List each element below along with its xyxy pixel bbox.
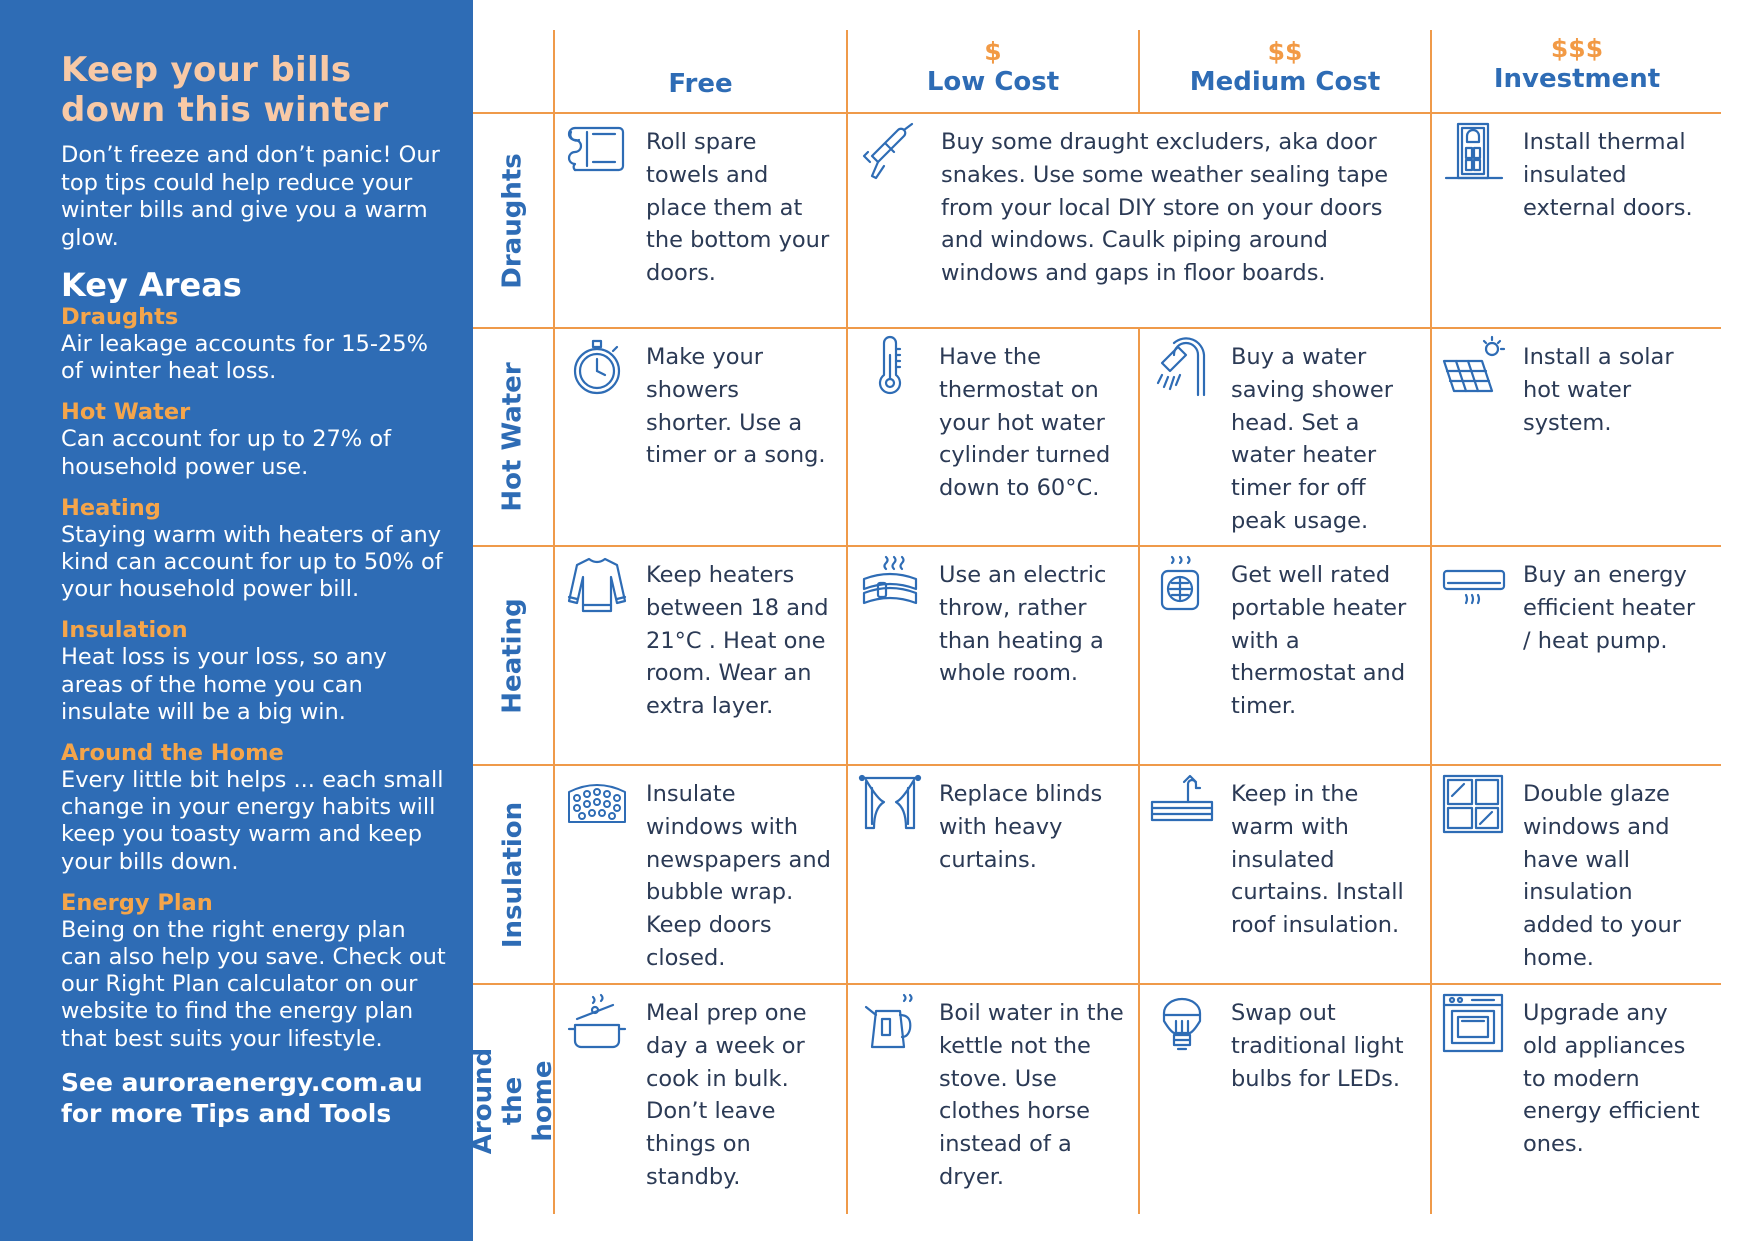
tip-cell xyxy=(555,766,846,983)
tip-cell xyxy=(1432,547,1722,764)
cost-indicator: $$ xyxy=(1267,37,1303,66)
key-area-draughts xyxy=(61,304,449,385)
row-label-draughts: Draughts xyxy=(498,152,529,289)
tip-text: Boil water in the kettle not the stove. Use clothes horse instead of a dryer. xyxy=(939,1000,1124,1190)
tip-cell xyxy=(1140,547,1430,764)
tip-text: Install thermal insulated external doors. xyxy=(1523,129,1693,221)
tips-grid xyxy=(468,0,1755,1241)
kettle-icon xyxy=(858,991,922,1055)
tip-text: Double glaze windows and have wall insulation added to your home. xyxy=(1523,781,1681,971)
cooking-pot-icon xyxy=(565,991,629,1055)
cost-indicator: $$$ xyxy=(1550,34,1604,63)
tip-text: Get well rated portable heater with a thermostat and timer. xyxy=(1231,562,1407,720)
tip-text: Swap out traditional light bulbs for LEDs. xyxy=(1231,1000,1404,1092)
key-area-insulation xyxy=(61,617,449,726)
tip-text: Replace blinds with heavy curtains. xyxy=(939,781,1103,873)
portable-heater-icon xyxy=(1150,553,1214,617)
solar-panel-icon xyxy=(1442,335,1506,399)
heat-pump-icon xyxy=(1442,553,1506,617)
tip-cell xyxy=(1432,114,1722,327)
column-header-investment xyxy=(1432,0,1722,112)
key-area-around-home xyxy=(61,740,449,876)
tip-text: Meal prep one day a week or cook in bulk. Don’t leave things on standby. xyxy=(646,1000,807,1190)
key-area-text: Being on the right energy plan can also help you save. Check out our Right Plan calculator on our website to find the energy plan that best suits your lifestyle. xyxy=(61,916,446,1052)
page-title: Keep your bills down this winter xyxy=(61,50,389,130)
key-area-text: Heat loss is your loss, so any areas of the home you can insulate will be a big win. xyxy=(61,644,387,725)
tip-text: Insulate windows with newspapers and bubble wrap. Keep doors closed. xyxy=(646,781,831,971)
key-area-title: Around the Home xyxy=(61,740,284,767)
sidebar xyxy=(0,0,473,1241)
tip-text: Roll spare towels and place them at the bottom your doors. xyxy=(646,129,830,287)
column-header-free xyxy=(555,0,846,112)
key-area-energy-plan xyxy=(61,890,449,1053)
key-area-text: Every little bit helps ... each small change in your energy habits will keep you toasty warm and keep your bills down. xyxy=(61,767,444,875)
tip-cell xyxy=(1432,985,1722,1217)
column-header-low-cost xyxy=(848,0,1138,112)
tip-cell xyxy=(555,329,846,545)
column-title: Low Cost xyxy=(926,67,1060,97)
key-area-text: Air leakage accounts for 15-25% of winter heat loss. xyxy=(61,331,428,385)
tip-text: Upgrade any old appliances to modern energy efficient ones. xyxy=(1523,1000,1700,1158)
cost-indicator xyxy=(555,32,846,68)
tip-cell xyxy=(555,985,846,1217)
column-header-medium-cost xyxy=(1140,0,1430,112)
tip-text: Install a solar hot water system. xyxy=(1523,344,1674,436)
key-area-hot-water xyxy=(61,399,449,480)
door-icon xyxy=(1442,120,1506,184)
tip-text: Keep in the warm with insulated curtains. Install roof insulation. xyxy=(1231,781,1404,939)
curtains-icon xyxy=(858,772,922,836)
tip-text: Buy a water saving shower head. Set a water heater timer for off peak usage. xyxy=(1231,344,1394,534)
key-area-text: Can account for up to 27% of household power use. xyxy=(61,426,392,480)
roof-insulation-icon xyxy=(1150,772,1214,836)
tip-cell xyxy=(1432,766,1722,983)
key-area-title: Heating xyxy=(61,494,161,521)
tip-cell xyxy=(1140,329,1430,545)
intro-text: Don’t freeze and don’t panic! Our top tips could help reduce your winter bills and give you a warm glow. xyxy=(61,142,440,251)
tip-cell xyxy=(1432,329,1722,545)
key-areas-heading: Key Areas xyxy=(61,266,242,304)
tip-cell xyxy=(555,547,846,764)
jumper-icon xyxy=(565,553,629,617)
row-label-hot-water: Hot Water xyxy=(498,362,529,512)
tip-cell xyxy=(1140,985,1430,1217)
key-area-title: Draughts xyxy=(61,304,179,330)
tip-text: Make your showers shorter. Use a timer or a song. xyxy=(646,344,826,469)
row-label-heating: Heating xyxy=(498,597,528,714)
key-area-title: Insulation xyxy=(61,617,188,644)
tip-text: Buy an energy efficient heater / heat pump. xyxy=(1523,562,1696,654)
stopwatch-icon xyxy=(565,335,629,399)
bubble-wrap-icon xyxy=(565,772,629,836)
key-area-heating xyxy=(61,495,449,604)
oven-icon xyxy=(1442,991,1506,1055)
tip-text: Use an electric throw, rather than heating a whole room. xyxy=(939,562,1107,687)
website-link[interactable]: See auroraenergy.com.au for more Tips and Tools xyxy=(61,1067,423,1128)
light-bulb-icon xyxy=(1150,991,1214,1055)
thermometer-icon xyxy=(858,335,922,399)
tip-cell xyxy=(848,329,1138,545)
tip-text: Keep heaters between 18 and 21°C . Heat one room. Wear an extra layer. xyxy=(646,562,829,720)
double-glazed-window-icon xyxy=(1442,772,1506,836)
key-area-text: Staying warm with heaters of any kind can account for up to 50% of your household power bill. xyxy=(61,521,443,603)
row-label-insulation: Insulation xyxy=(498,801,528,948)
cost-indicator: $ xyxy=(984,37,1002,66)
electric-throw-icon xyxy=(858,553,922,617)
tip-cell xyxy=(848,766,1138,983)
shower-head-icon xyxy=(1150,335,1214,399)
column-title: Medium Cost xyxy=(1189,67,1381,97)
tip-cell xyxy=(848,114,1430,327)
tip-cell xyxy=(555,114,846,327)
key-area-title: Hot Water xyxy=(61,399,191,426)
caulking-gun-icon xyxy=(858,120,922,184)
tip-text: Have the thermostat on your hot water cylinder turned down to 60°C. xyxy=(939,344,1111,502)
tip-cell xyxy=(1140,766,1430,983)
key-area-title: Energy Plan xyxy=(61,889,213,916)
rolled-towel-icon xyxy=(565,120,629,184)
column-title: Investment xyxy=(1493,64,1661,94)
tip-cell xyxy=(848,985,1138,1217)
column-title: Free xyxy=(668,69,733,99)
row-label-around-home: Around the home xyxy=(468,1047,558,1155)
tip-cell xyxy=(848,547,1138,764)
tip-text: Buy some draught excluders, aka door snakes. Use some weather sealing tape from your local DIY store on your doors and windows. Caulk piping around windows and gaps in floor boards. xyxy=(941,129,1389,287)
